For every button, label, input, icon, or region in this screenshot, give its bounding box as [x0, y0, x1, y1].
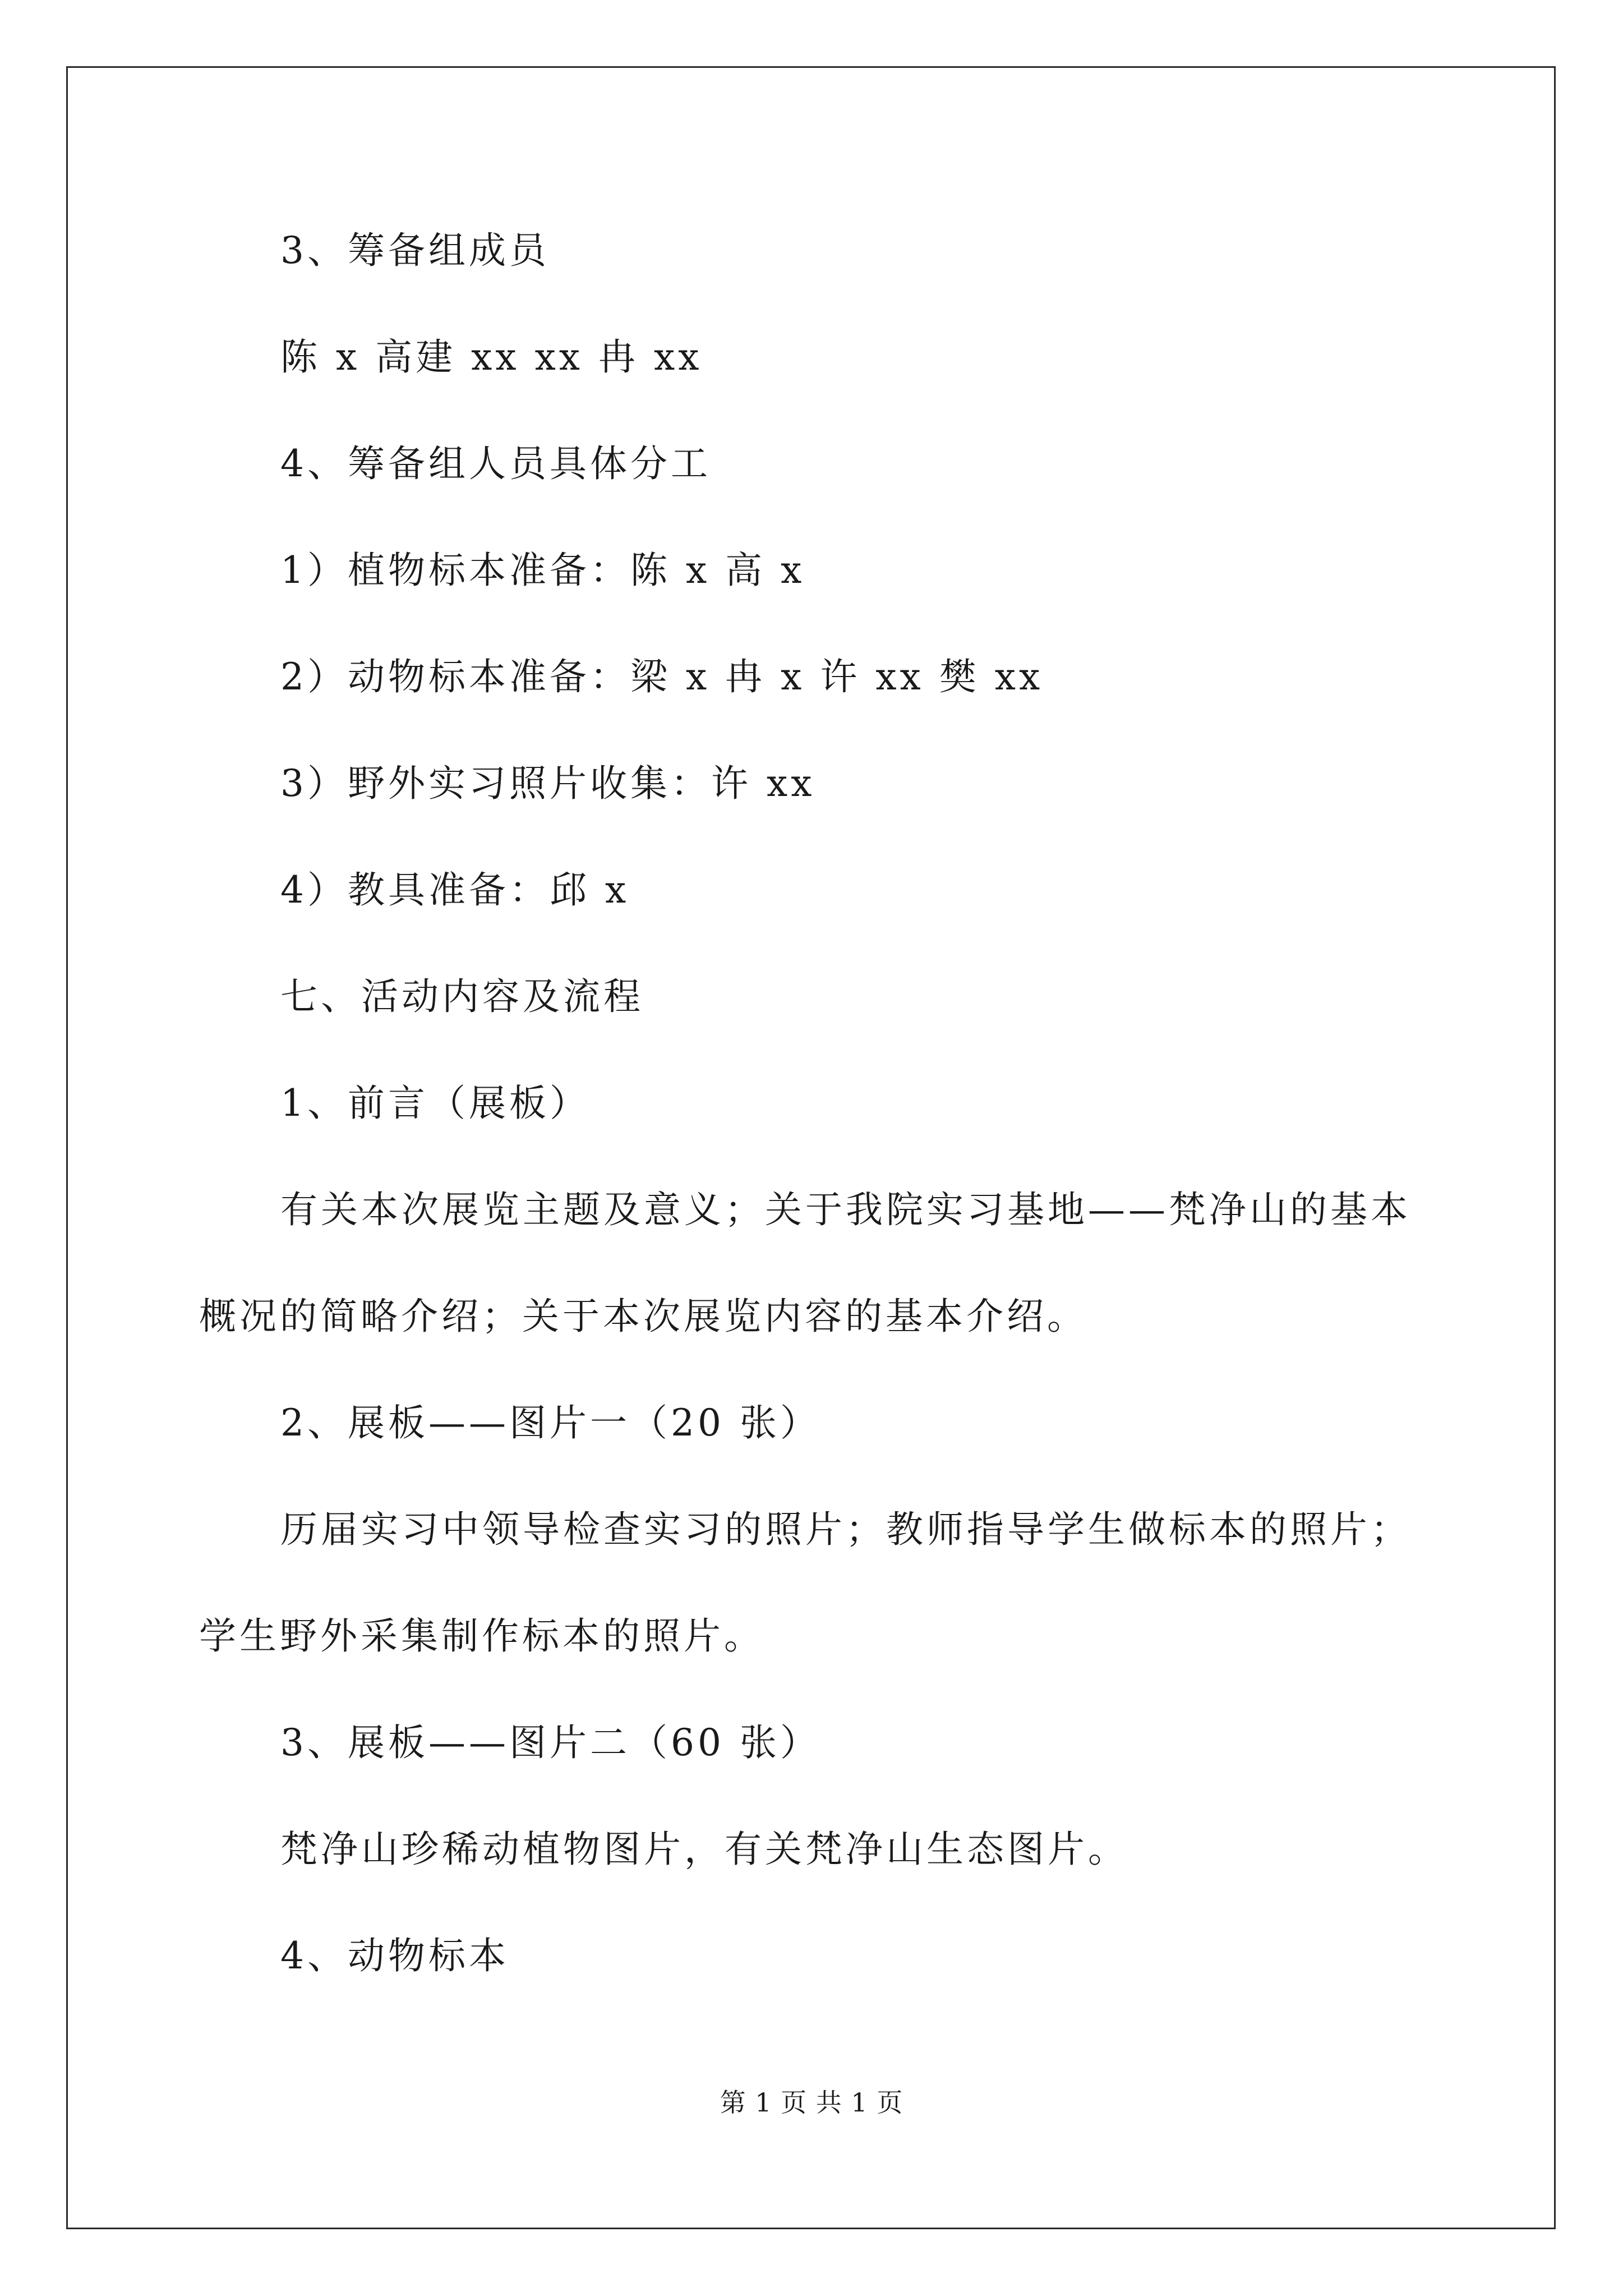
heading-division-of-labor: 4、筹备组人员具体分工 [280, 442, 711, 485]
section-heading-activity: 七、活动内容及流程 [280, 975, 644, 1018]
item-board-photos-1: 2、展板——图片一（20 张） [280, 1401, 820, 1444]
task-plant-specimens: 1）植物标本准备：陈 x 高 x [280, 549, 805, 592]
paragraph-photos-1-line-1: 历届实习中领导检查实习的照片；教师指导学生做标本的照片； [280, 1508, 1411, 1551]
page-number-footer: 第 1 页 共 1 页 [720, 2087, 903, 2118]
task-teaching-aids: 4）教具准备：邱 x [280, 868, 630, 912]
paragraph-photos-1-line-2: 学生野外采集制作标本的照片。 [199, 1614, 764, 1658]
item-board-photos-2: 3、展板——图片二（60 张） [280, 1721, 820, 1764]
paragraph-preface-line-2: 概况的简略介绍；关于本次展览内容的基本介绍。 [199, 1295, 1087, 1338]
item-preface: 1、前言（展板） [280, 1082, 590, 1125]
item-animal-specimens: 4、动物标本 [280, 1934, 509, 1977]
page-border [66, 66, 1556, 2229]
paragraph-photos-2: 梵净山珍稀动植物图片，有关梵净山生态图片。 [280, 1828, 1128, 1871]
task-field-photos: 3）野外实习照片收集：许 xx [280, 762, 815, 805]
task-animal-specimens: 2）动物标本准备：梁 x 冉 x 许 xx 樊 xx [280, 655, 1044, 698]
member-list: 陈 x 高建 xx xx 冉 xx [280, 335, 703, 379]
heading-preparatory-members: 3、筹备组成员 [280, 229, 550, 272]
paragraph-preface-line-1: 有关本次展览主题及意义；关于我院实习基地——梵净山的基本 [280, 1188, 1411, 1231]
